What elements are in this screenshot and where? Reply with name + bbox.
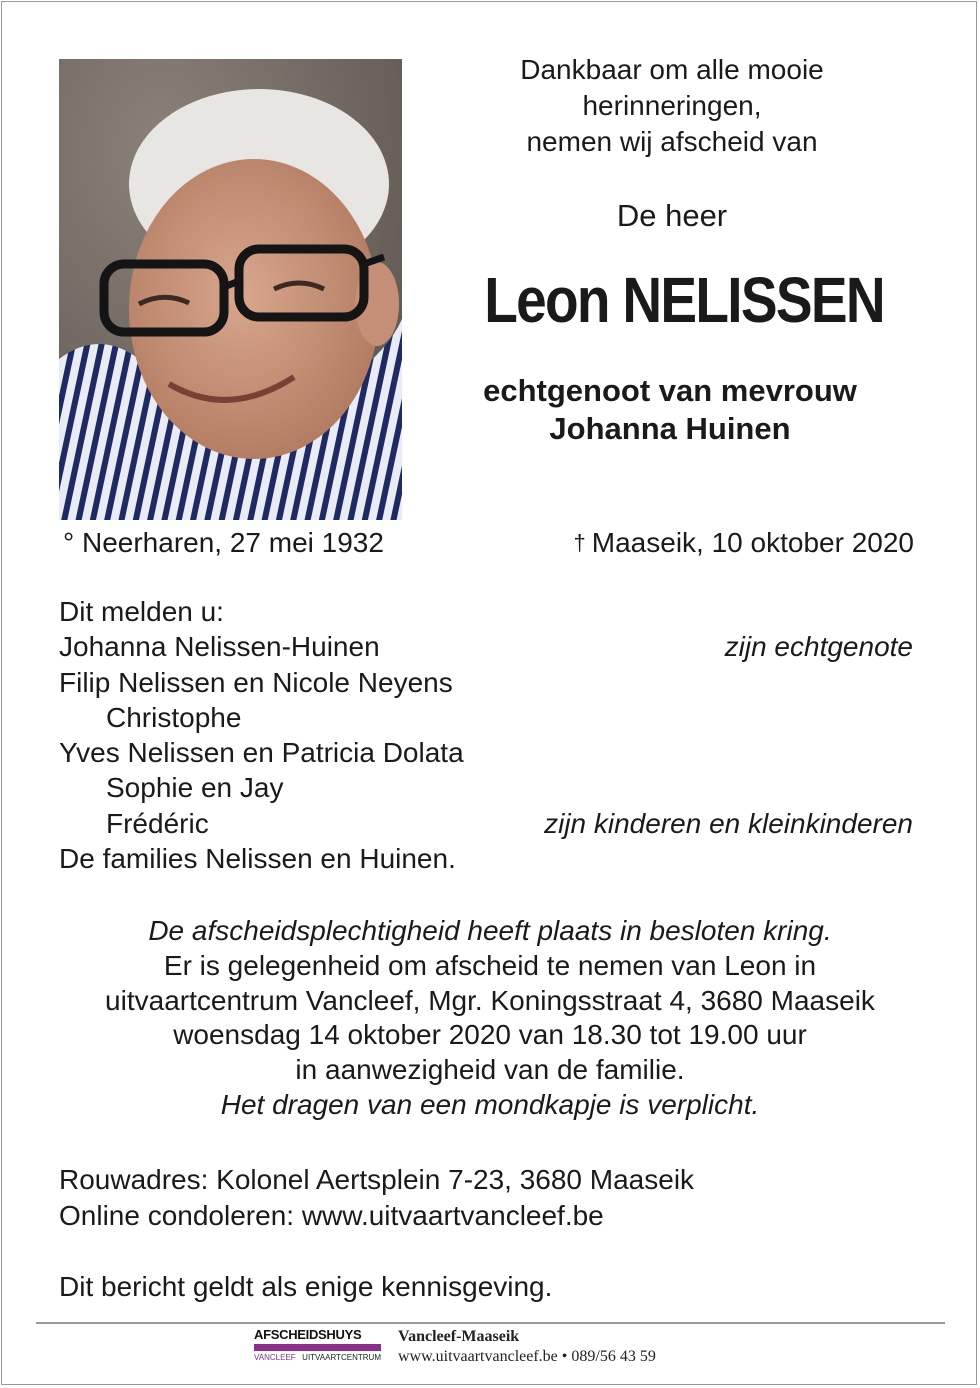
- logo-right: UITVAARTCENTRUM: [302, 1353, 381, 1362]
- family-member: Frédéric: [106, 807, 209, 839]
- logo-left: VANCLEEF: [254, 1353, 296, 1362]
- family-member: De families Nelissen en Huinen.: [59, 843, 456, 875]
- family-role: zijn kinderen en kleinkinderen: [544, 807, 913, 839]
- portrait-photo: [59, 59, 402, 520]
- family-row: [59, 700, 919, 735]
- death-info: [574, 525, 914, 561]
- family-member: Yves Nelissen en Patricia Dolata: [59, 737, 464, 769]
- intro-text: [452, 52, 892, 160]
- family-member: Sophie en Jay: [106, 772, 284, 804]
- notice-line: uitvaartcentrum Vancleef, Mgr. Koningsstraat 4, 3680 Maaseik: [105, 984, 875, 1016]
- birth-text: Neerharen, 27 mei 1932: [81, 527, 384, 558]
- logo-title: AFSCHEIDSHUYS: [254, 1327, 362, 1342]
- intro-line: herinneringen,: [582, 90, 762, 121]
- family-heading: Dit melden u:: [59, 596, 224, 627]
- family-list: [59, 594, 919, 876]
- afscheidshuys-logo: [254, 1327, 381, 1367]
- spouse-text: [440, 372, 900, 448]
- footer-divider: [36, 1322, 945, 1324]
- family-row: [59, 806, 919, 841]
- family-member: Christophe: [106, 701, 242, 733]
- spouse-line: echtgenoot van mevrouw: [483, 373, 857, 408]
- honorific: De heer: [616, 198, 728, 233]
- notice-line: De afscheidsplechtigheid heeft plaats in besloten kring.: [148, 915, 832, 946]
- funeral-home-name: Vancleef-Maaseik: [398, 1328, 520, 1345]
- family-row: [59, 841, 919, 876]
- closing-text: Dit bericht geldt als enige kennisgeving.: [59, 1271, 553, 1302]
- mourning-address: Rouwadres: Kolonel Aertsplein 7-23, 3680 Maaseik: [59, 1164, 695, 1195]
- birth-info: [63, 525, 384, 561]
- notice-line: woensdag 14 oktober 2020 van 18.30 tot 19.00 uur: [173, 1019, 807, 1051]
- family-row: [59, 735, 919, 770]
- family-member: Filip Nelissen en Nicole Neyens: [59, 666, 453, 698]
- family-member: Johanna Nelissen-Huinen: [59, 631, 380, 663]
- address-block: [59, 1162, 694, 1234]
- notice-line: Het dragen van een mondkapje is verplicht.: [220, 1088, 760, 1120]
- funeral-home: [398, 1327, 656, 1367]
- intro-line: Dankbaar om alle mooie: [520, 54, 824, 85]
- online-condolence: Online condoleren: www.uitvaartvancleef.be: [59, 1200, 604, 1231]
- cross-icon: †: [573, 530, 586, 555]
- intro-line: nemen wij afscheid van: [526, 126, 818, 157]
- spouse-name: Johanna Huinen: [549, 411, 791, 446]
- death-text: Maaseik, 10 oktober 2020: [591, 527, 914, 558]
- ceremony-notice: [40, 914, 940, 1123]
- family-role: zijn echtgenote: [724, 631, 913, 663]
- notice-line: Er is gelegenheid om afscheid te nemen van Leon in: [163, 949, 817, 981]
- funeral-home-contact: www.uitvaartvancleef.be • 089/56 43 59: [398, 1348, 656, 1365]
- deceased-name: Leon NELISSEN: [484, 264, 884, 336]
- birth-symbol: °: [63, 527, 75, 558]
- logo-bar: [254, 1344, 381, 1351]
- family-row: [59, 770, 919, 805]
- notice-line: in aanwezigheid van de familie.: [295, 1054, 685, 1086]
- family-row: [59, 665, 919, 700]
- family-row: [59, 629, 919, 664]
